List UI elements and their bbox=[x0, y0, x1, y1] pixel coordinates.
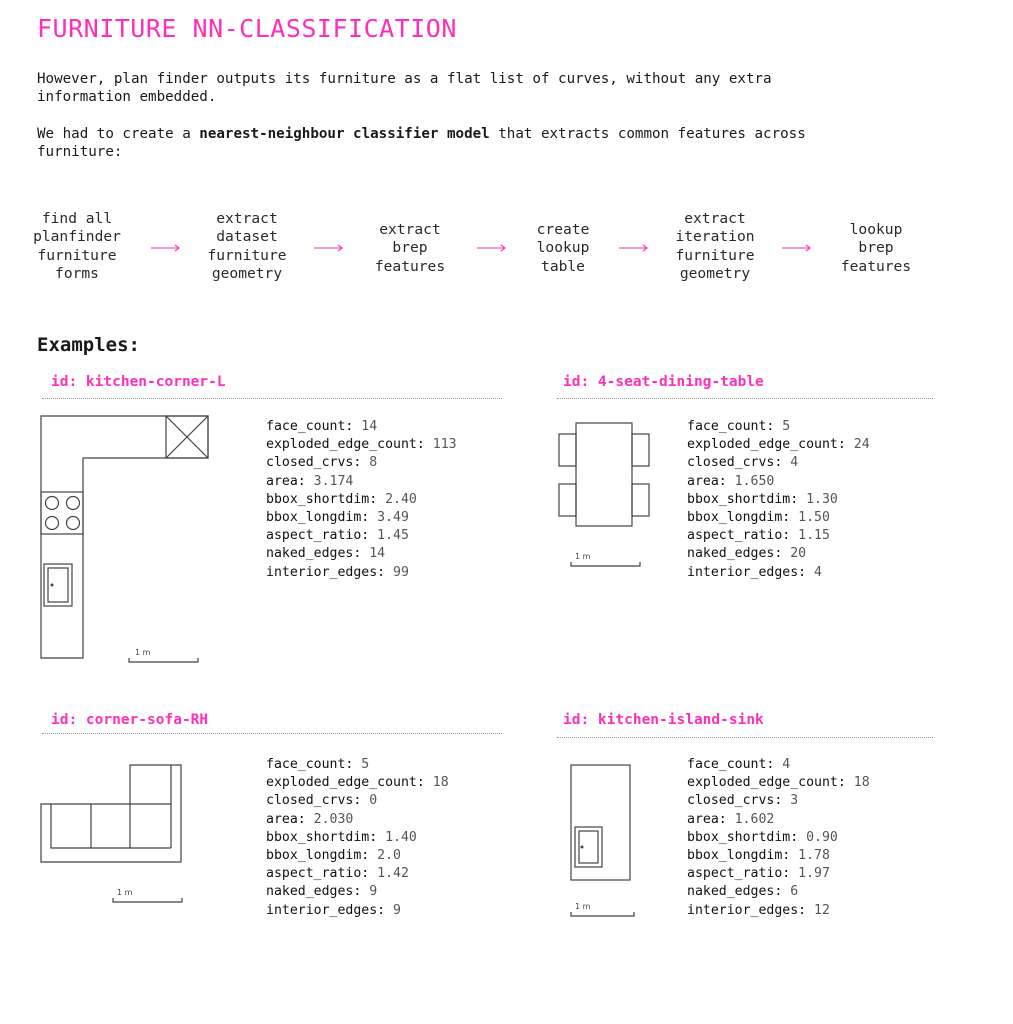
pipeline-arrow-icon bbox=[619, 244, 649, 252]
divider bbox=[557, 398, 933, 399]
feature-row bbox=[687, 564, 870, 582]
feature-value: 1.40 bbox=[385, 829, 417, 845]
dining-table-drawing bbox=[556, 420, 656, 570]
intro-text-before: We had to create a bbox=[37, 126, 200, 142]
feature-row bbox=[687, 847, 870, 865]
pipeline-arrow-icon bbox=[477, 244, 507, 252]
feature-row bbox=[266, 774, 449, 792]
feature-row bbox=[266, 454, 457, 472]
pipeline-step-3: extract brep features bbox=[374, 221, 446, 275]
feature-value: 0 bbox=[369, 793, 378, 809]
feature-key: aspect_ratio: bbox=[687, 528, 791, 544]
feature-row bbox=[687, 756, 870, 774]
example-id-label: id: kitchen-corner-L bbox=[51, 374, 226, 390]
feature-row bbox=[687, 436, 870, 454]
feature-value: 4 bbox=[790, 455, 799, 471]
scale-bar-label: 1 m bbox=[135, 648, 151, 657]
feature-row bbox=[266, 865, 449, 883]
feature-key: interior_edges: bbox=[266, 902, 386, 918]
examples-heading: Examples: bbox=[37, 334, 140, 356]
feature-value: 1.50 bbox=[798, 510, 830, 526]
feature-row bbox=[687, 792, 870, 810]
feature-row bbox=[687, 473, 870, 491]
feature-value: 18 bbox=[432, 775, 449, 791]
feature-row bbox=[266, 792, 449, 810]
pipeline-step-1: find all planfinder furniture forms bbox=[33, 210, 121, 282]
feature-key: interior_edges: bbox=[687, 902, 807, 918]
feature-value: 113 bbox=[432, 437, 457, 453]
feature-value: 12 bbox=[814, 902, 830, 918]
feature-key: closed_crvs: bbox=[266, 793, 362, 809]
scale-bar bbox=[571, 562, 640, 566]
feature-key: interior_edges: bbox=[687, 564, 807, 580]
feature-row bbox=[687, 509, 870, 527]
feature-list bbox=[266, 418, 457, 582]
feature-value: 99 bbox=[393, 564, 409, 580]
pipeline-arrow-icon bbox=[782, 244, 812, 252]
feature-value: 3 bbox=[790, 793, 799, 809]
intro-bold-term: nearest-neighbour classifier model bbox=[199, 126, 490, 142]
feature-key: face_count: bbox=[687, 419, 775, 434]
feature-row bbox=[266, 527, 457, 545]
scale-bar-label: 1 m bbox=[575, 552, 591, 561]
feature-value: 1.78 bbox=[798, 848, 830, 864]
feature-value: 1.15 bbox=[798, 528, 830, 544]
feature-row bbox=[266, 902, 449, 920]
feature-key: area: bbox=[687, 473, 727, 489]
feature-row bbox=[687, 902, 870, 920]
feature-key: bbox_longdim: bbox=[687, 848, 791, 864]
feature-row bbox=[687, 545, 870, 563]
feature-row bbox=[266, 756, 449, 774]
feature-key: exploded_edge_count: bbox=[687, 775, 846, 791]
feature-key: bbox_shortdim: bbox=[266, 491, 378, 507]
feature-key: naked_edges: bbox=[266, 546, 362, 562]
feature-key: interior_edges: bbox=[266, 564, 386, 580]
feature-value: 1.97 bbox=[798, 866, 830, 882]
feature-value: 18 bbox=[853, 775, 870, 791]
feature-row bbox=[687, 774, 870, 792]
feature-key: naked_edges: bbox=[266, 884, 362, 900]
feature-row bbox=[266, 545, 457, 563]
feature-key: naked_edges: bbox=[687, 884, 783, 900]
feature-key: face_count: bbox=[266, 419, 354, 434]
intro-text-after: that extracts common features across furniture: bbox=[37, 126, 806, 160]
feature-value: 3.49 bbox=[377, 510, 409, 526]
feature-key: bbox_longdim: bbox=[687, 510, 791, 526]
feature-value: 1.650 bbox=[734, 473, 775, 489]
feature-key: bbox_longdim: bbox=[266, 848, 370, 864]
feature-value: 5 bbox=[782, 419, 791, 434]
kitchen-island-drawing bbox=[568, 762, 648, 920]
example-id-label: id: kitchen-island-sink bbox=[563, 712, 764, 728]
feature-list bbox=[687, 756, 870, 920]
feature-value: 2.030 bbox=[313, 811, 354, 827]
pipeline-step-4: create lookup table bbox=[536, 221, 590, 275]
example-id-label: id: 4-seat-dining-table bbox=[563, 374, 764, 390]
corner-sofa-drawing bbox=[38, 762, 188, 908]
feature-key: aspect_ratio: bbox=[266, 528, 370, 544]
feature-value: 9 bbox=[369, 884, 378, 900]
feature-value: 9 bbox=[393, 902, 401, 918]
scale-bar bbox=[113, 898, 182, 902]
feature-row bbox=[266, 509, 457, 527]
feature-row bbox=[266, 847, 449, 865]
page-title: FURNITURE NN-CLASSIFICATION bbox=[37, 14, 457, 43]
kitchen-corner-l-drawing bbox=[38, 414, 213, 666]
feature-row bbox=[687, 883, 870, 901]
feature-key: bbox_shortdim: bbox=[687, 491, 799, 507]
feature-key: exploded_edge_count: bbox=[266, 775, 425, 791]
feature-value: 14 bbox=[361, 419, 378, 434]
feature-key: aspect_ratio: bbox=[266, 866, 370, 882]
feature-row bbox=[266, 473, 457, 491]
feature-value: 2.0 bbox=[377, 848, 401, 864]
feature-key: area: bbox=[687, 811, 727, 827]
feature-row bbox=[687, 454, 870, 472]
feature-value: 14 bbox=[369, 546, 386, 562]
feature-value: 4 bbox=[814, 564, 822, 580]
divider bbox=[42, 733, 502, 734]
feature-row bbox=[266, 418, 457, 436]
feature-row bbox=[266, 883, 449, 901]
intro-paragraph-1: However, plan finder outputs its furniture as a flat list of curves, without any extra information embedded. bbox=[37, 71, 772, 105]
feature-row bbox=[266, 436, 457, 454]
feature-value: 1.602 bbox=[734, 811, 775, 827]
feature-value: 1.45 bbox=[377, 528, 409, 544]
feature-value: 1.42 bbox=[377, 866, 409, 882]
feature-row bbox=[687, 491, 870, 509]
feature-key: closed_crvs: bbox=[687, 793, 783, 809]
feature-value: 8 bbox=[369, 455, 378, 471]
feature-key: closed_crvs: bbox=[687, 455, 783, 471]
feature-row bbox=[266, 491, 457, 509]
feature-row bbox=[687, 829, 870, 847]
scale-bar bbox=[571, 912, 634, 916]
pipeline-step-2: extract dataset furniture geometry bbox=[207, 210, 287, 282]
feature-list bbox=[266, 756, 449, 920]
divider bbox=[557, 737, 933, 738]
feature-value: 4 bbox=[782, 757, 791, 772]
divider bbox=[42, 398, 502, 399]
scale-bar-label: 1 m bbox=[117, 888, 133, 897]
pipeline-step-5: extract iteration furniture geometry bbox=[675, 210, 755, 282]
feature-key: aspect_ratio: bbox=[687, 866, 791, 882]
feature-value: 6 bbox=[790, 884, 799, 900]
feature-row bbox=[266, 811, 449, 829]
pipeline-step-6: lookup brep features bbox=[840, 221, 912, 275]
feature-row bbox=[687, 527, 870, 545]
feature-list bbox=[687, 418, 870, 582]
feature-key: area: bbox=[266, 811, 306, 827]
feature-value: 1.30 bbox=[806, 491, 838, 507]
feature-key: area: bbox=[266, 473, 306, 489]
feature-key: exploded_edge_count: bbox=[687, 437, 846, 453]
feature-row bbox=[687, 418, 870, 436]
feature-key: face_count: bbox=[266, 757, 354, 772]
feature-value: 2.40 bbox=[385, 491, 417, 507]
feature-value: 5 bbox=[361, 757, 370, 772]
feature-row bbox=[266, 564, 457, 582]
feature-key: exploded_edge_count: bbox=[266, 437, 425, 453]
feature-key: naked_edges: bbox=[687, 546, 783, 562]
scale-bar bbox=[129, 658, 198, 662]
feature-row bbox=[266, 829, 449, 847]
scale-bar-label: 1 m bbox=[575, 902, 591, 911]
pipeline-arrow-icon bbox=[151, 244, 181, 252]
feature-row bbox=[687, 811, 870, 829]
intro-paragraph-2 bbox=[37, 125, 937, 161]
feature-value: 20 bbox=[790, 546, 807, 562]
feature-key: closed_crvs: bbox=[266, 455, 362, 471]
feature-value: 3.174 bbox=[313, 473, 354, 489]
pipeline-arrow-icon bbox=[314, 244, 344, 252]
feature-row bbox=[687, 865, 870, 883]
feature-key: face_count: bbox=[687, 757, 775, 772]
example-id-label: id: corner-sofa-RH bbox=[51, 712, 209, 728]
feature-value: 0.90 bbox=[806, 829, 838, 845]
feature-key: bbox_longdim: bbox=[266, 510, 370, 526]
feature-key: bbox_shortdim: bbox=[687, 829, 799, 845]
feature-value: 24 bbox=[853, 437, 870, 453]
feature-key: bbox_shortdim: bbox=[266, 829, 378, 845]
